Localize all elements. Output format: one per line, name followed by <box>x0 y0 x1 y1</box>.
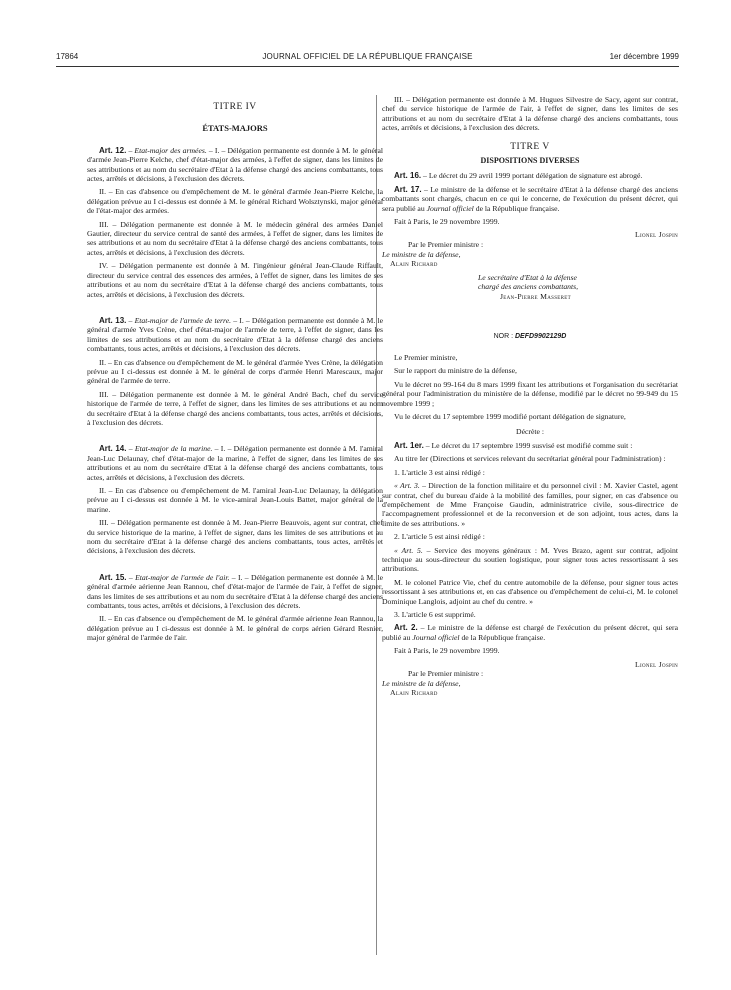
signatory-richard-1: Alain Richard <box>390 259 438 269</box>
art1-para: Art. 1er. – Le décret du 17 septembre 1999 susvisé est modifié comme suit : <box>394 440 633 450</box>
art14-para-2: II. – En cas d'absence ou d'empêchement de M. l'amiral Jean-Luc Delaunay, la délégation prévue au I ci-dessus est donnée à M. le vice-amiral Jean-Louis Battet, major général de la marine. <box>87 486 383 514</box>
art13-para-3: III. – Délégation permanente est donnée à M. le général André Bach, chef du service historique de l'armée de terre, à l'effet de signer, dans les limites de ses attributions et au nom du secrétaire d'Etat à la défense chargé des anciens combattants, tous actes, arrêtés et décisions, à l'exclusion des décrets. <box>87 389 383 427</box>
signatory-masseret: Jean-Pierre Masseret <box>500 292 571 302</box>
dispositions-diverses-heading: DISPOSITIONS DIVERSES <box>480 156 580 166</box>
journal-title: JOURNAL OFFICIEL DE LA RÉPUBLIQUE FRANÇAISE <box>262 52 473 61</box>
art16-para: Art. 16. – Le décret du 29 avril 1999 portant délégation de signature est abrogé. <box>394 171 643 181</box>
vu-decret-1: Vu le décret no 99-164 du 8 mars 1999 fixant les attributions et l'organisation du secrétariat général pour l'administration du ministère de la défense, modifié par le décret no 99-949 du 15 novembre 1999 ; <box>382 379 678 408</box>
left-column <box>87 97 383 647</box>
art12-para-1: Art. 12. – Etat-major des armées. – I. – Délégation permanente est donnée à M. le général d'armée Jean-Pierre Kelche, chef d'état-major des armées, à l'effet de signer, dans les limites de ses attributions et au nom du secrétaire d'Etat à la défense chargé des anciens combattants, tous actes, arrêtés et décisions, à l'exclusion des décrets. <box>87 145 383 184</box>
art1-item-3: 3. L'article 6 est supprimé. <box>394 609 476 619</box>
art15-para-3: III. – Délégation permanente est donnée à M. Hugues Silvestre de Sacy, agent sur contrat, chef du service historique de l'armée de l'air, à l'effet de signer, dans les limites de ses attributions et au nom du secrétaire d'Etat à la défense chargé des anciens combattants, tous actes, arrêtés et décisions, à l'exclusion des décrets. <box>382 95 678 133</box>
art1-item-1: 1. L'article 3 est ainsi rédigé : <box>394 467 485 477</box>
art1-article-5: « Art. 5. – Service des moyens généraux : M. Yves Brazo, agent sur contrat, adjoint technique au sous-directeur du soutien logistique, pour signer tous actes ressortissant à ses attributions. <box>382 545 678 574</box>
par-le-premier-ministre-1: Par le Premier ministre : <box>408 240 484 250</box>
vu-decret-2: Vu le décret du 17 septembre 1999 modifié portant délégation de signature, <box>394 412 626 422</box>
art2-para: Art. 2. – Le ministre de la défense est chargé de l'exécution du présent décret, qui sera publié au Journal officiel de la République française. <box>382 623 678 642</box>
art1-item-2: 2. L'article 5 est ainsi rédigé : <box>394 532 485 542</box>
art1-article-3: « Art. 3. – Direction de la fonction militaire et du personnel civil : M. Xavier Castel, agent sur contrat, chef du bureau d'aide à la mobilité des familles, pour signer, en cas d'absence ou d'empêchement de Mme Françoise Gaudin, administratrice civile, sous-directrice de l'accompagnement professionnel et de la reconversion et de son adjoint, tous actes, dans la limite de ses attributions. » <box>382 481 678 528</box>
secretaire-etat-title-line-2: chargé des anciens combattants, <box>478 282 579 292</box>
fait-a-paris-2: Fait à Paris, le 29 novembre 1999. <box>394 646 500 656</box>
premier-ministre-line: Le Premier ministre, <box>394 353 458 363</box>
art14-para-3: III. – Délégation permanente est donnée à M. Jean-Pierre Beauvois, agent sur contrat, chef du service historique de la marine, à l'effet de signer, dans les limites de ses attributions et au nom du secrétaire d'Etat à la défense chargé des anciens combattants, tous actes, arrêtés et décisions, à l'exclusion des décrets. <box>87 518 383 556</box>
page-number: 17864 <box>56 52 79 61</box>
ministre-defense-title-2: Le ministre de la défense, <box>382 678 461 688</box>
art15-para-2: II. – En cas d'absence ou d'empêchement de M. le général d'armée aérienne Jean Rannou, la délégation prévue au I ci-dessus est donnée à M. le général de corps aérien Gérard Resnier, major général de l'armée de l'air. <box>87 614 383 643</box>
rapport-line: Sur le rapport du ministre de la défense, <box>394 366 517 376</box>
art13-para-1: Art. 13. – Etat-major de l'armée de terre. – I. – Délégation permanente est donnée à M. le général d'armée Yves Crène, chef d'état-major de l'armée de terre, à l'effet de signer, dans les limites de ses attributions et au nom du secrétaire d'Etat à la défense chargé des anciens combattants, tous actes, arrêtés et décisions, à l'exclusion des décrets. <box>87 315 383 354</box>
etats-majors-heading: ÉTATS-MAJORS <box>202 123 268 134</box>
art12-para-3: III. – Délégation permanente est donnée à M. le médecin général des armées Daniel Gautier, directeur du service central de santé des armées, à l'effet de signer, dans les limites de ses attributions et au nom du secrétaire d'Etat à la défense chargé des anciens combattants, tous actes, arrêtés et décisions, à l'exclusion des décrets. <box>87 219 383 257</box>
decrete-line: Décrète : <box>516 427 544 437</box>
par-le-premier-ministre-2: Par le Premier ministre : <box>408 669 484 679</box>
fait-a-paris-1: Fait à Paris, le 29 novembre 1999. <box>394 217 500 227</box>
signatory-jospin-1: Lionel Jospin <box>635 230 678 240</box>
art12-para-4: IV. – Délégation permanente est donnée à M. l'ingénieur général Jean-Claude Riffault, directeur du service central des essences des armées, à l'effet de signer, dans les limites de ses attributions et au nom du secrétaire d'Etat à la défense chargé des anciens combattants, tous actes, arrêtés et décisions, à l'exclusion des décrets. <box>87 261 383 299</box>
art15-para-1: Art. 15. – Etat-major de l'armée de l'air. – I. – Délégation permanente est donnée à M. le général d'armée aérienne Jean Rannou, chef d'état-major de l'armée de l'air, à l'effet de signer, dans les limites de ses attributions et au nom du secrétaire d'Etat à la défense chargé des anciens combattants, tous actes, arrêtés et décisions, à l'exclusion des décrets. <box>87 572 384 611</box>
art17-para: Art. 17. – Le ministre de la défense et le secrétaire d'Etat à la défense chargé des anciens combattants sont chargés, chacun en ce qui le concerne, de l'exécution du présent décret, qui sera publié au Journal officiel de la République française. <box>382 184 678 213</box>
art13-para-2: II. – En cas d'absence ou d'empêchement de M. le général d'armée Yves Crène, la délégation prévue au I ci-dessus est donnée à M. le général de corps d'armée Henri Marescaux, major général de l'armée de terre. <box>87 357 384 386</box>
right-column <box>382 95 678 698</box>
running-header <box>56 52 679 67</box>
art14-para-1: Art. 14. – Etat-major de la marine. – I. – Délégation permanente est donnée à M. l'amiral Jean-Luc Delaunay, chef d'état-major de la marine, à l'effet de signer, dans les limites de ses attributions et au nom du secrétaire d'Etat à la défense chargé des anciens combattants, tous actes, arrêtés et décisions, à l'exclusion des décrets. <box>87 444 383 482</box>
secretaire-etat-title-line-1: Le secrétaire d'Etat à la défense <box>478 272 577 282</box>
ministre-defense-title-1: Le ministre de la défense, <box>382 249 461 259</box>
titre-v-heading: TITRE V <box>510 141 550 152</box>
issue-date: 1er décembre 1999 <box>609 52 679 61</box>
art1-titre: Au titre Ier (Directions et services relevant du secrétariat général pour l'administration) : <box>394 454 666 464</box>
signatory-richard-2: Alain Richard <box>390 688 438 698</box>
nor-reference: NOR : DEFD9902129D <box>493 332 567 340</box>
titre-iv-heading: TITRE IV <box>213 102 257 112</box>
signatory-jospin-2: Lionel Jospin <box>635 659 678 669</box>
art1-article-5-para-2: M. le colonel Patrice Vie, chef du centre automobile de la défense, pour signer tous actes ressortissant à ses attributions et, en cas d'absence ou d'empêchement de celui-ci, M. le colonel Dominique Langlois, adjoint au chef du centre. » <box>382 577 678 606</box>
art12-para-2: II. – En cas d'absence ou d'empêchement de M. le général d'armée Jean-Pierre Kelche, la délégation prévue au I ci-dessus est donnée à M. le général Richard Wolsztynski, major général de l'état-major des armées. <box>87 187 383 216</box>
